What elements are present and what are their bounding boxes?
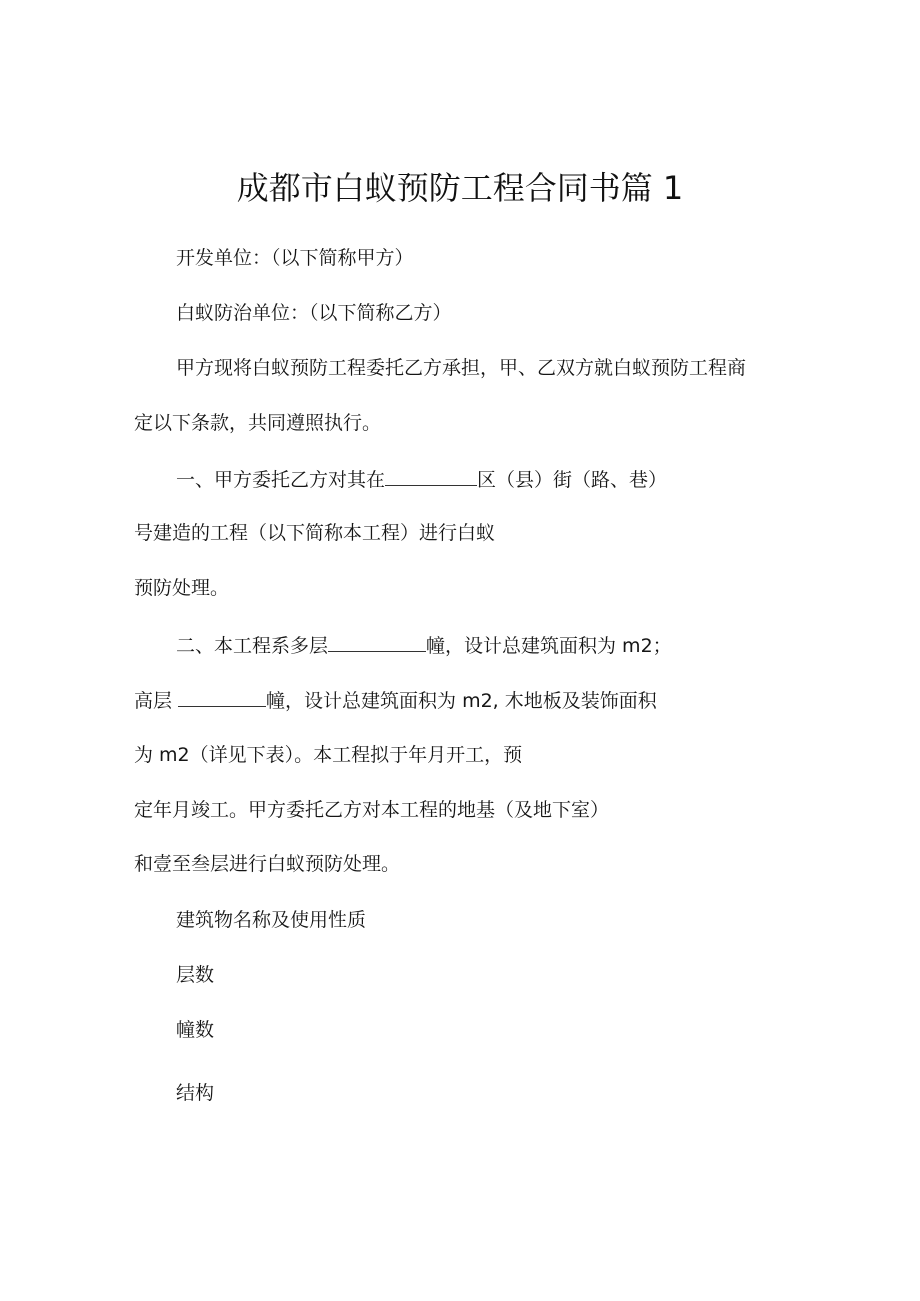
clause2-line2-suffix: 幢，设计总建筑面积为 m2, 木地板及装饰面积 — [266, 690, 657, 712]
clause2-prefix: 二、本工程系多层 — [176, 635, 329, 657]
table-label-buildings-count: 幢数 — [176, 1019, 215, 1041]
table-label-structure: 结构 — [176, 1082, 215, 1104]
clause2-line-1 — [176, 633, 672, 658]
blank-field — [328, 633, 426, 652]
blank-field — [385, 467, 477, 486]
clause2-line-4: 定年月竣工。甲方委托乙方对本工程的地基（及地下室） — [134, 799, 610, 821]
table-label-floors: 层数 — [176, 964, 215, 986]
table-label-building: 建筑物名称及使用性质 — [176, 909, 367, 931]
clause1-line-1 — [176, 467, 667, 492]
clause2-line-5: 和壹至叁层进行白蚁预防处理。 — [134, 853, 401, 875]
termite-control-line: 白蚁防治单位：（以下简称乙方） — [176, 302, 452, 324]
clause2-line-2 — [134, 688, 657, 713]
clause2-line2-prefix: 高层 — [134, 690, 179, 712]
document-title: 成都市白蚁预防工程合同书篇 1 — [236, 169, 684, 207]
intro-line-1: 甲方现将白蚁预防工程委托乙方承担，甲、乙双方就白蚁预防工程商 — [176, 357, 747, 379]
developer-line: 开发单位：（以下简称甲方） — [176, 247, 414, 269]
clause1-prefix: 一、甲方委托乙方对其在 — [176, 469, 386, 491]
blank-field — [178, 688, 266, 707]
clause2-line-3: 为 m2（详见下表）。本工程拟于年月开工，预 — [134, 744, 523, 766]
intro-line-2: 定以下条款，共同遵照执行。 — [134, 412, 382, 434]
clause1-line-3: 预防处理。 — [134, 577, 230, 599]
clause2-suffix: 幢，设计总建筑面积为 m2； — [426, 635, 672, 657]
clause1-line-2: 号建造的工程（以下简称本工程）进行白蚁 — [134, 522, 496, 544]
clause1-suffix: 区（县）街（路、巷） — [477, 469, 668, 491]
